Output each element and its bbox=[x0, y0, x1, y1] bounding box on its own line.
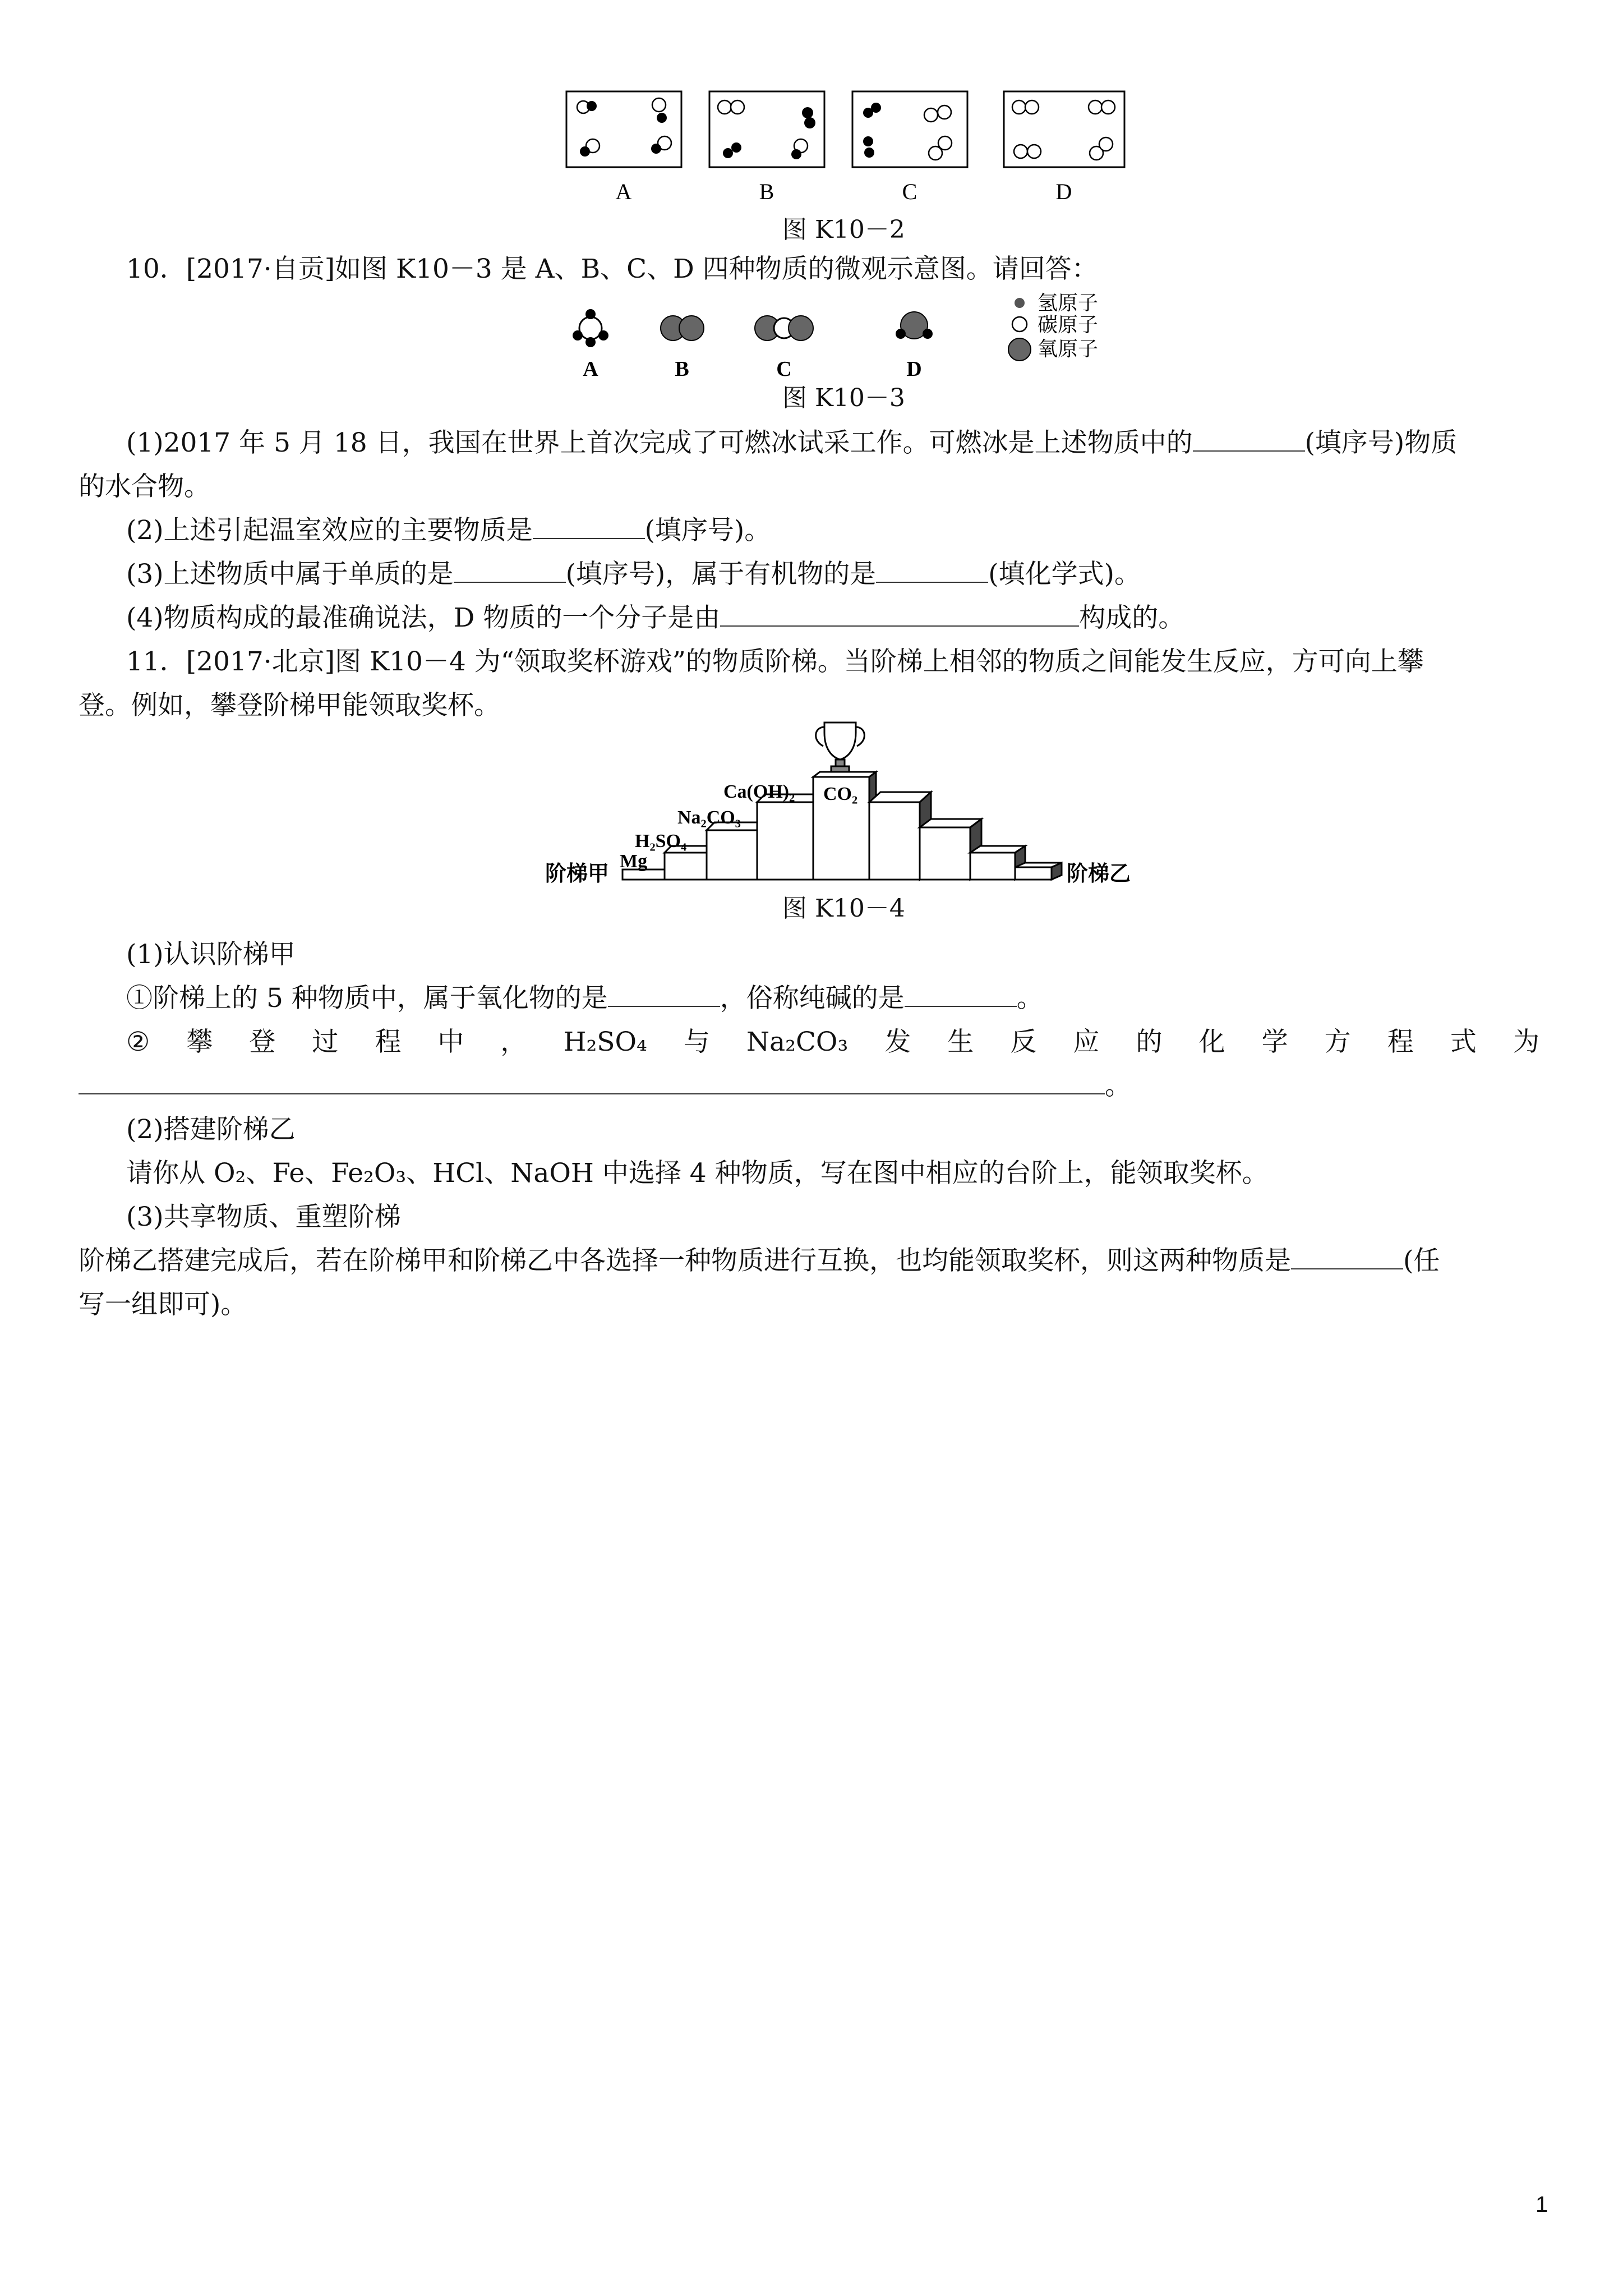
molecule-label-c: C bbox=[776, 357, 792, 381]
molecule-b bbox=[661, 316, 704, 341]
q11-s1-q2-word: 中 bbox=[437, 1027, 464, 1057]
answer-blank[interactable] bbox=[454, 558, 566, 583]
q10-p1-text1: (1)2017 年 5 月 18 日，我国在世界上首次完成了可燃冰试采工作。可燃冰是上述物质中的 bbox=[126, 427, 1193, 458]
step-label-mg: Mg bbox=[620, 851, 648, 872]
legend-carbon: 碳原子 bbox=[1038, 314, 1099, 336]
answer-blank[interactable] bbox=[79, 1070, 1105, 1094]
q11-s1-q2-word: ② bbox=[126, 1027, 150, 1057]
figure-k10-4 bbox=[538, 718, 1155, 898]
atom-legend bbox=[1008, 292, 1098, 361]
q11-s3-text2: (任 bbox=[1403, 1245, 1440, 1276]
q11-s1-q1 bbox=[126, 982, 1043, 1015]
q11-s1-q2-line2 bbox=[79, 1069, 1131, 1103]
caption-k10-4: 图 K10－4 bbox=[782, 894, 905, 923]
step-label-na2co3: Na₂CO₃ bbox=[677, 807, 741, 828]
q10-p3 bbox=[126, 558, 1141, 591]
q10-p1-text2: (填序号)物质 bbox=[1304, 427, 1458, 458]
q10-p4 bbox=[126, 601, 1184, 635]
figure-k10-2 bbox=[561, 87, 1144, 216]
q11-s3 bbox=[79, 1244, 1440, 1278]
legend-hydrogen: 氢原子 bbox=[1038, 292, 1099, 314]
q11-s1-q1-text2: ，俗称纯碱的是 bbox=[720, 983, 905, 1014]
panel-d bbox=[1004, 91, 1124, 167]
q10-p2 bbox=[126, 514, 771, 547]
molecule-c bbox=[755, 316, 813, 341]
panel-label-b: B bbox=[759, 179, 774, 204]
q11-s1-q2-word: H₂SO₄ bbox=[563, 1027, 647, 1057]
q11-s1-q2-word: 攀 bbox=[186, 1027, 213, 1057]
q10-p1 bbox=[126, 426, 1457, 460]
q11-s1-q2-word: 发 bbox=[884, 1027, 911, 1057]
molecule-a bbox=[573, 309, 608, 347]
q10-stem: 10．[2017·自贡]如图 K10－3 是 A、B、C、D 四种物质的微观示意图。请回答： bbox=[126, 254, 1098, 284]
q10-p3-text3: (填化学式)。 bbox=[988, 559, 1141, 590]
answer-blank[interactable] bbox=[533, 514, 645, 539]
legend-oxygen: 氧原子 bbox=[1038, 338, 1099, 360]
q11-s2-title: (2)搭建阶梯乙 bbox=[126, 1114, 296, 1145]
q11-s1-q2-word: 过 bbox=[312, 1027, 339, 1057]
q11-s1-q2 bbox=[126, 1025, 1539, 1059]
ladder-yi bbox=[869, 792, 1062, 880]
answer-blank[interactable] bbox=[876, 558, 988, 583]
figure-k10-3 bbox=[561, 292, 1144, 393]
panel-label-c: C bbox=[902, 179, 917, 204]
answer-blank[interactable] bbox=[905, 982, 1017, 1007]
q11-s1-q2-word: 生 bbox=[947, 1027, 974, 1057]
answer-blank[interactable] bbox=[1193, 427, 1305, 452]
ladder-yi-label: 阶梯乙 bbox=[1067, 862, 1131, 886]
q11-s1-q2-word: 程 bbox=[1387, 1027, 1414, 1057]
q11-s1-q2-word: 的 bbox=[1136, 1027, 1163, 1057]
q10-p1-line2: 的水合物。 bbox=[79, 471, 210, 502]
q11-stem-line2: 登。例如，攀登阶梯甲能领取奖杯。 bbox=[79, 690, 500, 721]
q11-s1-q2-word: 方 bbox=[1324, 1027, 1351, 1057]
panel-c bbox=[852, 91, 967, 167]
panel-b bbox=[709, 91, 824, 167]
answer-blank[interactable] bbox=[720, 602, 1079, 627]
q11-s3-title: (3)共享物质、重塑阶梯 bbox=[126, 1202, 401, 1232]
step-label-co2: CO₂ bbox=[823, 784, 858, 804]
q11-s1-q2-word: 式 bbox=[1450, 1027, 1477, 1057]
ladder-jia-label: 阶梯甲 bbox=[545, 862, 610, 886]
q11-s1-q2-end: 。 bbox=[1105, 1070, 1131, 1101]
panel-a bbox=[566, 91, 681, 167]
page-number: 1 bbox=[1536, 2192, 1548, 2217]
panel-label-a: A bbox=[615, 179, 632, 204]
q11-s3-text1: 阶梯乙搭建完成后，若在阶梯甲和阶梯乙中各选择一种物质进行互换，也均能领取奖杯，则这两种物质是 bbox=[79, 1245, 1291, 1276]
q10-p2-text2: (填序号)。 bbox=[644, 515, 771, 546]
q10-p4-text1: (4)物质构成的最准确说法，D 物质的一个分子是由 bbox=[126, 602, 721, 633]
caption-k10-2: 图 K10－2 bbox=[782, 215, 905, 244]
panel-label-d: D bbox=[1055, 179, 1072, 204]
q11-s1-q2-word: 反 bbox=[1010, 1027, 1037, 1057]
q11-s1-q2-word: ， bbox=[500, 1027, 527, 1057]
step-label-caoh2: Ca(OH)₂ bbox=[723, 781, 795, 802]
q11-s2-text: 请你从 O₂、Fe、Fe₂O₃、HCl、NaOH 中选择 4 种物质，写在图中相应的台阶上，能领取奖杯。 bbox=[126, 1158, 1269, 1189]
molecule-label-a: A bbox=[583, 357, 598, 381]
q10-p3-text1: (3)上述物质中属于单质的是 bbox=[126, 559, 454, 590]
q11-s1-q2-word: 程 bbox=[375, 1027, 402, 1057]
molecule-label-d: D bbox=[906, 357, 922, 381]
q11-s1-q2-word: 应 bbox=[1073, 1027, 1100, 1057]
caption-k10-3: 图 K10－3 bbox=[782, 384, 905, 412]
q11-s1-title: (1)认识阶梯甲 bbox=[126, 939, 296, 970]
q10-p3-text2: (填序号)，属于有机物的是 bbox=[565, 559, 877, 590]
q10-p2-text1: (2)上述引起温室效应的主要物质是 bbox=[126, 515, 533, 546]
molecule-d bbox=[896, 312, 933, 339]
q11-s1-q1-text3: 。 bbox=[1016, 983, 1043, 1014]
trophy-icon bbox=[816, 723, 865, 772]
q11-s1-q2-word: 与 bbox=[683, 1027, 710, 1057]
molecule-label-b: B bbox=[675, 357, 689, 381]
answer-blank[interactable] bbox=[608, 982, 720, 1007]
q11-s1-q2-word: 学 bbox=[1261, 1027, 1288, 1057]
q10-p4-text2: 构成的。 bbox=[1079, 602, 1185, 633]
q11-s1-q2-word: 化 bbox=[1198, 1027, 1225, 1057]
q11-s1-q2-word: 为 bbox=[1513, 1027, 1539, 1057]
q11-s1-q2-word: 登 bbox=[249, 1027, 276, 1057]
q11-s1-q1-text1: ①阶梯上的 5 种物质中，属于氧化物的是 bbox=[126, 983, 608, 1014]
q11-s3-line2: 写一组即可)。 bbox=[79, 1289, 247, 1320]
answer-blank[interactable] bbox=[1291, 1245, 1403, 1269]
step-label-h2so4: H₂SO₄ bbox=[635, 831, 687, 852]
q11-s1-q2-word: Na₂CO₃ bbox=[746, 1027, 849, 1057]
q11-stem-line1: 11．[2017·北京]图 K10－4 为“领取奖杯游戏”的物质阶梯。当阶梯上相邻的物质之间能发生反应，方可向上攀 bbox=[126, 646, 1424, 677]
